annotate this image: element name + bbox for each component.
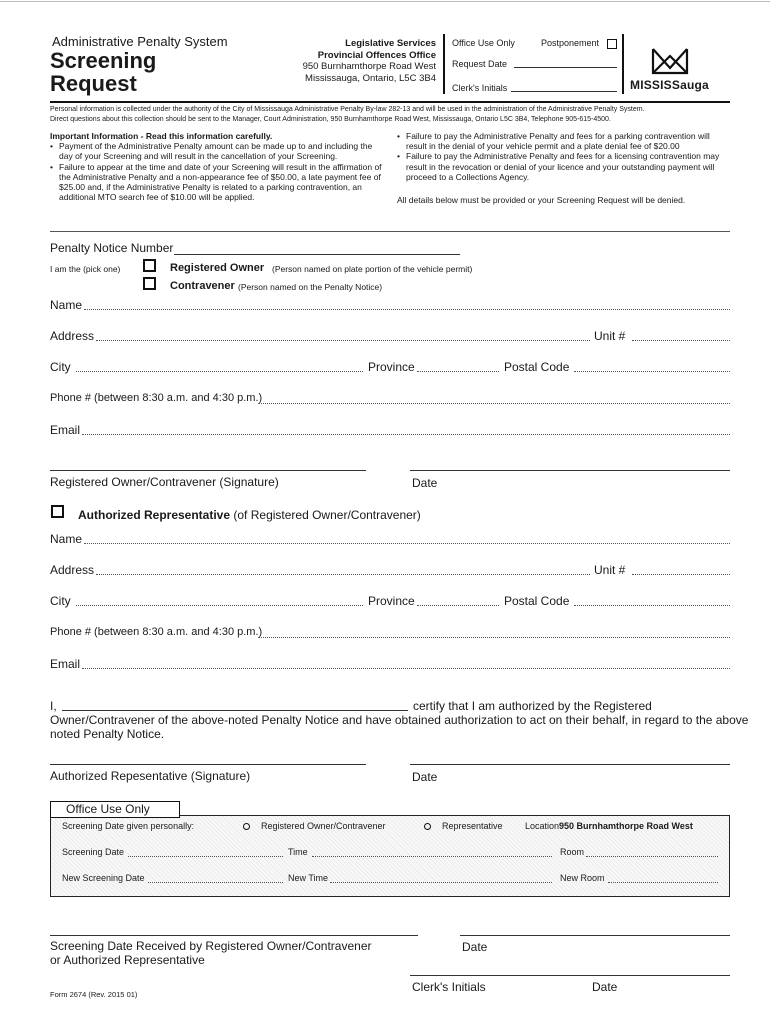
request-date-label: Request Date [452,59,508,69]
location-value: 950 Burnhamthorpe Road West [559,821,693,831]
clerk-field[interactable] [410,975,730,976]
authorized-rep-label: Authorized Representative [78,508,231,522]
owner-phone-field[interactable] [258,403,730,404]
rep-email-label: Email [50,657,81,671]
rep-city-label: City [50,594,71,608]
contravener-label: Contravener [170,280,235,292]
important-info-left [50,131,384,202]
owner-postal-label: Postal Code [504,360,570,374]
authorized-rep-note: (of Registered Owner/Contravener) [233,508,421,522]
owner-unit-label: Unit # [594,329,626,343]
registered-owner-note: (Person named on plate portion of the vehicle permit) [272,264,473,274]
rep-unit-field[interactable] [632,574,730,575]
important-bullet: • Failure to pay the Administrative Penalty and fees for a licensing contravention may result in the revocation or denial of your licence and your outstanding payment will proceed to a Collections Agency. [397,151,730,182]
header-rule [50,101,730,103]
rep-date-field[interactable] [410,764,730,765]
rep-phone-field[interactable] [258,637,730,638]
rep-address-field[interactable] [96,574,590,575]
postponement-checkbox[interactable] [607,39,617,49]
new-screening-date-field[interactable] [148,882,283,883]
time-label: Time [288,847,308,857]
new-time-field[interactable] [330,882,552,883]
certify-text-1: certify that I am authorized by the Registered [413,699,652,713]
important-bullet: • Failure to pay the Administrative Penalty and fees for a parking contravention will result in the denial of your vehicle permit and a plate denial fee of $20.00 [397,131,730,151]
rep-province-label: Province [368,594,415,608]
owner-name-field[interactable] [84,309,730,310]
section-rule [50,231,730,232]
dept-name: Legislative Services [345,38,436,49]
new-room-field[interactable] [608,882,718,883]
owner-email-field[interactable] [82,434,730,435]
authorized-rep-heading [78,508,421,522]
title-line-1: Screening [50,48,157,73]
received-date-label: Date [462,940,488,954]
form-title [50,49,156,95]
owner-city-field[interactable] [76,371,363,372]
rep-email-field[interactable] [82,668,730,669]
office-use-tab: Office Use Only [50,801,180,818]
mississauga-logo-icon [650,46,690,76]
room-label: Room [560,847,585,857]
important-bullet: • Payment of the Administrative Penalty amount can be made up to and including the day of your Screening and will result in the cancellation of your Screening. [50,141,384,161]
registered-owner-label: Registered Owner [170,262,265,274]
rep-phone-label: Phone # (between 8:30 a.m. and 4:30 p.m.) [50,626,263,638]
postponement-label: Postponement [541,38,600,48]
owner-address-label: Address [50,329,95,343]
owner-date-label: Date [412,476,438,490]
location-label [525,821,693,831]
title-line-2: Request [50,71,137,96]
street-address: 950 Burnhamthorpe Road West [302,61,436,72]
rep-name-label: Name [50,532,83,546]
important-right-list [397,131,730,182]
header-office-use: Office Use Only [452,38,515,48]
office-address-block [282,38,436,84]
rep-date-label: Date [412,770,438,784]
room-field[interactable] [586,856,718,857]
authorized-rep-checkbox[interactable] [51,505,64,518]
form-number: Form 2674 (Rev. 2015 01) [50,990,138,999]
received-date-field[interactable] [460,935,730,936]
screening-date-field[interactable] [128,856,283,857]
screening-given-label: Screening Date given personally: [62,821,195,831]
owner-city-label: City [50,360,71,374]
rep-signature-field[interactable] [50,764,366,765]
privacy-line-1: Personal information is collected under the authority of the City of Mississauga Administrative Penalty By-law 282-13 and will be used in the administration of the Administrative Penalty System. [50,106,645,113]
important-bullet: • Failure to appear at the time and date of your Screening will result in the affirmation of the Administrative Penalty and a non-appearance fee of $50.00, a late payment fee of $25.00 and, if the Administrative Penalty is related to a parking contravention, an additional MTO search fee of $10.00 will be applied. [50,162,384,203]
owner-address-field[interactable] [96,340,590,341]
received-label-2: or Authorized Representative [50,953,205,967]
clerks-initials-field[interactable] [511,91,617,92]
rep-city-field[interactable] [76,605,363,606]
city-address: Mississauga, Ontario, L5C 3B4 [305,72,436,84]
certify-text-2: Owner/Contravener of the above-noted Penalty Notice and have obtained authorization to act on their behalf, in regard to the above [50,713,749,727]
new-time-label: New Time [288,873,329,883]
rep-postal-label: Postal Code [504,594,570,608]
location-label-text: Location [525,821,560,831]
clerks-initials-footer-label: Clerk's Initials [412,980,486,994]
owner-postal-field[interactable] [574,371,730,372]
registered-owner-checkbox[interactable] [143,259,156,272]
radio-representative[interactable] [424,823,431,830]
important-heading: Important Information - Read this information carefully. [50,131,273,141]
request-date-field[interactable] [514,67,617,68]
received-signature-field[interactable] [50,935,418,936]
certify-prefix: I, [50,699,57,713]
screening-date-label: Screening Date [62,847,125,857]
rep-province-field[interactable] [417,605,499,606]
clerks-initials-label: Clerk's Initials [452,83,508,93]
radio-owner[interactable] [243,823,250,830]
owner-province-label: Province [368,360,415,374]
new-screening-date-label: New Screening Date [62,873,145,883]
system-name: Administrative Penalty System [52,34,228,49]
important-left-list [50,141,384,202]
rep-unit-label: Unit # [594,563,626,577]
owner-province-field[interactable] [417,371,499,372]
header-divider [443,34,445,94]
contravener-note: (Person named on the Penalty Notice) [238,282,383,292]
office-name: Provincial Offences Office [317,49,436,61]
radio-representative-label: Representative [442,821,503,831]
owner-signature-label: Registered Owner/Contravener (Signature) [50,475,279,489]
privacy-line-2: Direct questions about this collection should be sent to the Manager, Court Administration, 950 Burnhamthorpe Road West, Mississauga, Ontario L5C 3B4, Telephone 905-615-4500. [50,115,611,123]
new-room-label: New Room [560,873,605,883]
owner-phone-label: Phone # (between 8:30 a.m. and 4:30 p.m.) [50,392,263,404]
owner-date-field[interactable] [410,470,730,471]
scan-edge [0,1,770,2]
rep-name-field[interactable] [84,543,730,544]
logo-wordmark: MISSISSauga [630,78,709,92]
logo-divider [622,34,624,94]
owner-signature-field[interactable] [50,470,366,471]
pick-one-label: I am the (pick one) [50,264,121,274]
important-info-right [397,131,730,205]
owner-name-label: Name [50,298,83,312]
radio-owner-label: Registered Owner/Contravener [261,821,386,831]
rep-postal-field[interactable] [574,605,730,606]
owner-email-label: Email [50,423,81,437]
time-field[interactable] [312,856,552,857]
rep-address-label: Address [50,563,95,577]
owner-unit-field[interactable] [632,340,730,341]
certify-name-field[interactable] [62,710,408,711]
penalty-notice-field[interactable] [174,254,460,255]
penalty-notice-label: Penalty Notice Number [50,241,174,255]
certify-text-3: noted Penalty Notice. [50,727,165,741]
all-details-warning: All details below must be provided or your Screening Request will be denied. [397,195,686,206]
clerk-date-label: Date [592,980,618,994]
contravener-checkbox[interactable] [143,277,156,290]
rep-signature-label: Authorized Repesentative (Signature) [50,769,251,783]
privacy-notice [50,105,730,124]
received-label-1: Screening Date Received by Registered Owner/Contravener [50,939,372,953]
